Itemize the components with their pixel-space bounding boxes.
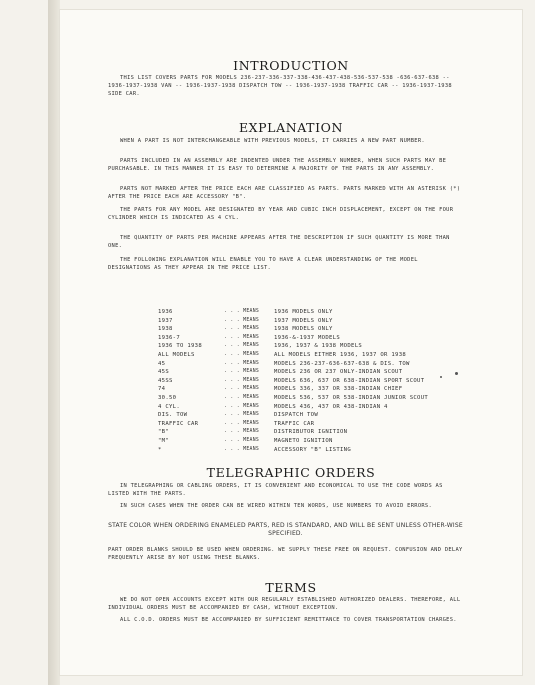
- legend-description: 1938 MODELS ONLY: [274, 326, 333, 333]
- scan-speck: [455, 372, 458, 375]
- legend-row: [158, 317, 428, 326]
- legend-description: ALL MODELS EITHER 1936, 1937 OR 1938: [274, 351, 407, 358]
- legend-means: . . . MEANS: [224, 412, 260, 418]
- legend-means: . . . MEANS: [224, 377, 260, 383]
- introduction-text: THIS LIST COVERS PARTS FOR MODELS 236-237-336-337-338-436-437-438-536-537-538 -636-637-638 -- 1936-1937-1938 VAN -- 1936-1937-1938 DISPATCH TOW -- 1936-1937-1938 TRAFFIC CAR -- 1936-1937-1938 SIDE CAR.: [108, 75, 452, 97]
- legend-row: [158, 325, 428, 334]
- legend-means: . . . MEANS: [224, 351, 260, 357]
- legend-row: [158, 342, 428, 351]
- legend-description: MODELS 536, 537 OR 538-INDIAN JUNIOR SCOUT: [274, 394, 429, 401]
- telegraphic-paragraph: IN SUCH CASES WHEN THE ORDER CAN BE WIRED WITHIN TEN WORDS, USE NUMBERS TO AVOID ERRORS.: [120, 503, 432, 509]
- legend-description: MODELS 636, 637 OR 638-INDIAN SPORT SCOUT: [274, 377, 425, 384]
- legend-means: . . . MEANS: [224, 326, 260, 332]
- terms-paragraph: WE DO NOT OPEN ACCOUNTS EXCEPT WITH OUR REGULARLY ESTABLISHED AUTHORIZED DEALERS. THEREFORE, ALL INDIVIDUAL ORDERS MUST BE ACCOMPANIED BY CASH, WITHOUT EXCEPTION.: [108, 597, 461, 611]
- legend-means: . . . MEANS: [224, 334, 260, 340]
- telegraphic-paragraph: IN TELEGRAPHING OR CABLING ORDERS, IT IS CONVENIENT AND ECONOMICAL TO USE THE CODE WORDS AS LISTED WITH THE PARTS.: [108, 483, 443, 497]
- scan-speck: [440, 376, 442, 378]
- legend-code: TRAFFIC CAR: [158, 420, 199, 427]
- legend-code: 45: [158, 360, 166, 367]
- legend-code: 74: [158, 386, 166, 393]
- legend-row: [158, 334, 428, 343]
- legend-code: 1936: [158, 309, 173, 315]
- legend-means: . . . MEANS: [224, 437, 260, 443]
- legend-means: . . . MEANS: [224, 369, 260, 375]
- legend-description: MODELS 336, 337 OR 338-INDIAN CHIEF: [274, 386, 403, 393]
- legend-description: 1936, 1937 & 1938 MODELS: [274, 343, 363, 350]
- legend-code: 30.50: [158, 394, 177, 401]
- legend-row: [158, 394, 428, 403]
- legend-description: DISPATCH TOW: [274, 412, 319, 419]
- terms-paragraph: ALL C.O.D. ORDERS MUST BE ACCOMPANIED BY SUFFICIENT REMITTANCE TO COVER TRANSPORTATION CHARGES.: [120, 617, 457, 623]
- explanation-paragraph: PARTS INCLUDED IN AN ASSEMBLY ARE INDENTED UNDER THE ASSEMBLY NUMBER, WHEN SUCH PARTS MAY BE PURCHASABLE. IN THIS MANNER IT IS EASY TO DETERMINE A MAJORITY OF THE PARTS IN ANY ASSEMBLY.: [108, 158, 447, 172]
- legend-row: [158, 308, 428, 317]
- legend-means: . . . MEANS: [224, 317, 260, 323]
- legend-code: 1938: [158, 326, 173, 333]
- legend-means: . . . MEANS: [224, 343, 260, 349]
- explanation-paragraph: WHEN A PART IS NOT INTERCHANGEABLE WITH PREVIOUS MODELS, IT CARRIES A NEW PART NUMBER.: [120, 138, 425, 144]
- legend-code: "B": [158, 429, 170, 436]
- legend-description: DISTRIBUTOR IGNITION: [274, 429, 348, 436]
- legend-row: [158, 403, 428, 412]
- legend-description: 1937 MODELS ONLY: [274, 317, 333, 324]
- explanation-paragraph: THE PARTS FOR ANY MODEL ARE DESIGNATED BY YEAR AND CUBIC INCH DISPLACEMENT, EXCEPT ON THE FOUR CYLINDER WHICH IS INDICATED AS 4 CYL.: [108, 207, 454, 221]
- legend-row: [158, 420, 428, 429]
- legend-row: [158, 360, 428, 369]
- legend-code: 1937: [158, 317, 173, 324]
- legend-means: . . . MEANS: [224, 309, 260, 314]
- explanation-paragraph: THE FOLLOWING EXPLANATION WILL ENABLE YOU TO HAVE A CLEAR UNDERSTANDING OF THE MODEL DESIGNATIONS AS THEY APPEAR IN THE PRICE LIST.: [108, 257, 418, 271]
- telegraphic-orders-heading: TELEGRAPHIC ORDERS: [206, 465, 376, 480]
- legend-row: [158, 385, 428, 394]
- legend-means: . . . MEANS: [224, 420, 260, 426]
- legend-means: . . . MEANS: [224, 394, 260, 400]
- explanation-paragraph: PARTS NOT MARKED AFTER THE PRICE EACH ARE CLASSIFIED AS PARTS. PARTS MARKED WITH AN ASTERISK (*) AFTER THE PRICE EACH ARE ACCESSORY "B".: [108, 186, 461, 200]
- legend-code: 45SS: [158, 377, 173, 384]
- legend-means: . . . MEANS: [224, 386, 260, 392]
- binding-edge: [48, 0, 60, 685]
- introduction-heading: INTRODUCTION: [233, 58, 349, 73]
- legend-description: MODELS 236-237-636-637-638 & DIS. TOW: [274, 360, 410, 367]
- legend-row: [158, 428, 428, 437]
- color-notice: STATE COLOR WHEN ORDERING ENAMELED PARTS, RED IS STANDARD, AND WILL BE SENT UNLESS OTHER-WISE SPECIFIED.: [108, 522, 463, 537]
- legend-description: 1936 MODELS ONLY: [274, 309, 333, 315]
- legend-code: *: [158, 446, 162, 453]
- legend-description: 1936-&-1937 MODELS: [274, 334, 341, 341]
- legend-code: 1936 TO 1938: [158, 343, 203, 350]
- legend-row: [158, 411, 428, 420]
- legend-code: 1936-7: [158, 334, 181, 341]
- legend-code: ALL MODELS: [158, 351, 195, 358]
- legend-description: TRAFFIC CAR: [274, 420, 315, 427]
- legend-row: [158, 437, 428, 446]
- legend-description: MODELS 436, 437 OR 438-INDIAN 4: [274, 403, 388, 410]
- legend-means: . . . MEANS: [224, 403, 260, 409]
- legend-row: [158, 351, 428, 360]
- terms-heading: TERMS: [265, 580, 317, 595]
- legend-code: 4 CYL.: [158, 403, 181, 410]
- legend-code: "M": [158, 437, 170, 444]
- model-designation-table: [158, 308, 428, 454]
- legend-means: . . . MEANS: [224, 446, 260, 452]
- legend-row: [158, 368, 428, 377]
- legend-means: . . . MEANS: [224, 429, 260, 435]
- legend-description: MODELS 236 OR 237 ONLY-INDIAN SCOUT: [274, 369, 403, 376]
- legend-description: MAGNETO IGNITION: [274, 437, 333, 444]
- telegraphic-paragraph: PART ORDER BLANKS SHOULD BE USED WHEN ORDERING. WE SUPPLY THESE FREE ON REQUEST. CONFUSION AND DELAY FREQUENTLY ARISE BY NOT USING THESE BLANKS.: [108, 547, 463, 561]
- explanation-heading: EXPLANATION: [238, 120, 344, 135]
- legend-description: ACCESSORY "B" LISTING: [274, 446, 352, 453]
- legend-row: [158, 377, 428, 386]
- legend-code: 45S: [158, 369, 170, 376]
- legend-code: DIS. TOW: [158, 412, 188, 419]
- explanation-paragraph: THE QUANTITY OF PARTS PER MACHINE APPEARS AFTER THE DESCRIPTION IF SUCH QUANTITY IS MORE THAN ONE.: [108, 235, 450, 249]
- legend-row: [158, 446, 428, 455]
- legend-means: . . . MEANS: [224, 360, 260, 366]
